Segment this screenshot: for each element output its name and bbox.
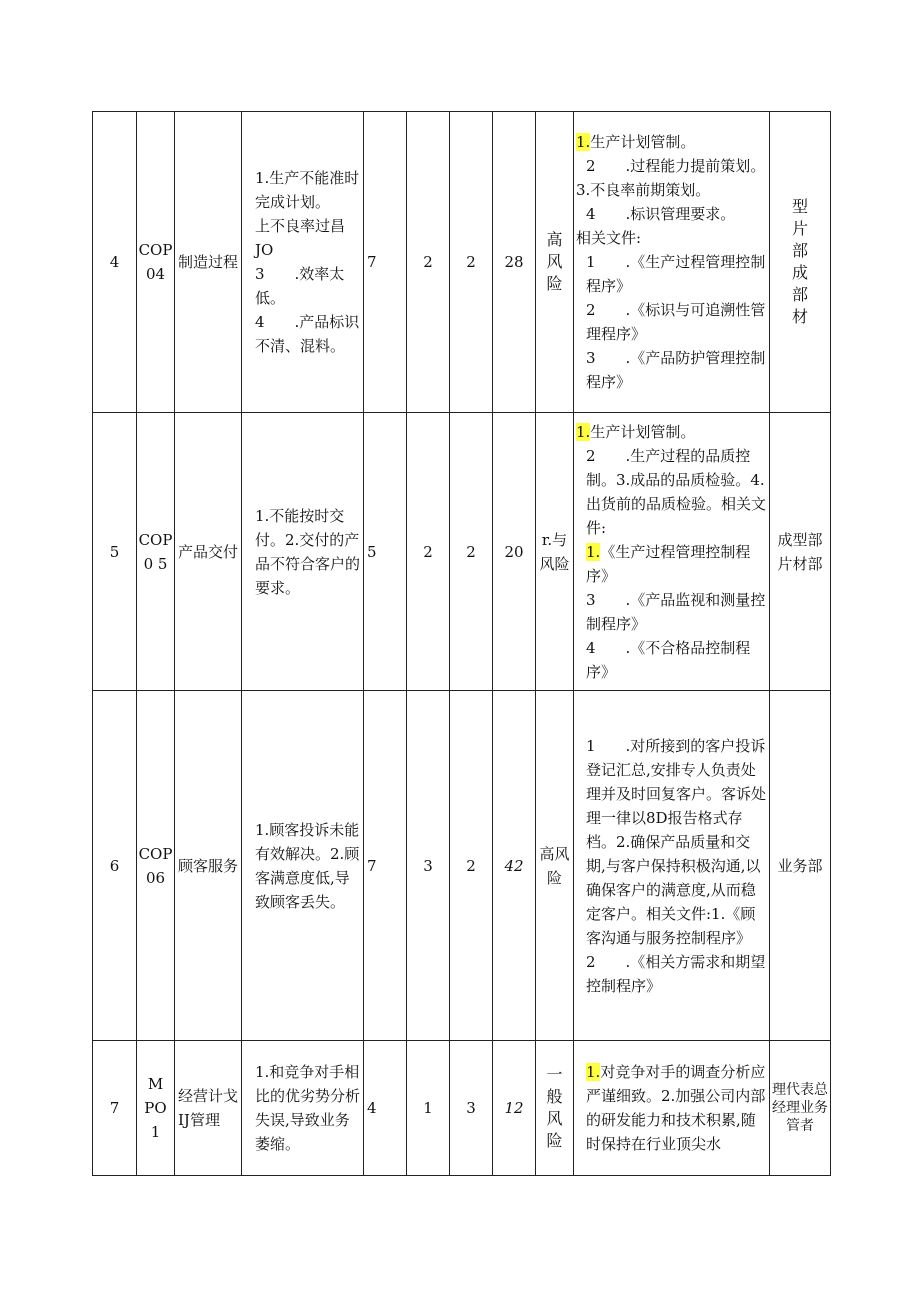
control-measures: 1.对竞争对手的调查分析应严谨细致。2.加强公司内部的研发能力和技术积累,随时保持在行业顶尖水 (574, 1041, 770, 1176)
process-code: COP 06 (137, 691, 175, 1041)
detection-score: 2 (450, 413, 493, 691)
risk-line: 上不良率过昌JO (255, 217, 346, 259)
process-name: 制造过程 (175, 112, 242, 413)
table-row (93, 691, 831, 1041)
risk-line: 1.不能按时交付。2.交付的产品不符合客户的要求。 (255, 506, 361, 597)
occurrence-score: 2 (407, 413, 450, 691)
table-row (93, 413, 831, 691)
occurrence-score: 2 (407, 112, 450, 413)
risk-line: 1.和竞争对手相比的优劣势分析失误,导致业务萎缩。 (255, 1063, 361, 1153)
severity-score: 4 (364, 1041, 407, 1176)
process-name: 产品交付 (175, 413, 242, 691)
risk-line: 4 .产品标识不清、混料。 (255, 313, 360, 355)
risk-description (242, 691, 364, 1041)
responsible-dept: 业务部 (770, 691, 831, 1041)
highlight-marker: 1. (576, 133, 591, 151)
highlight-marker: 1. (576, 422, 591, 441)
control-measures: 1.生产计划管制。 2 .过程能力提前策划。 3.不良率前期策划。 4 .标识管理要求。 相关文件: 1 .《生产过程管理控制程序》 2 .《标识与可追溯性管理程序》 3 .《产品防护管理控制程序》 (574, 112, 770, 413)
process-code: M PO 1 (137, 1041, 175, 1176)
control-measures: 1.生产计划管制。 2 .生产过程的品质控制。3.成品的品质检验。4.出货前的品质检验。相关文件: 1.《生产过程管理控制程序》 3 .《产品监视和测量控制程序》 4 .《不合格品控制程序》 (574, 413, 770, 691)
process-name: 顾客服务 (175, 691, 242, 1041)
row-number: 4 (93, 112, 137, 413)
rpn-value: 28 (493, 112, 536, 413)
highlight-marker: 1. (586, 542, 601, 561)
risk-table (92, 111, 831, 1176)
process-name: 经营计戈IJ管理 (175, 1041, 242, 1176)
row-number: 7 (93, 1041, 137, 1176)
risk-line: 1.生产不能准时完成计划。 (255, 169, 360, 211)
risk-level: 一般风险 (536, 1041, 574, 1176)
table-row (93, 112, 831, 413)
table-row (93, 1041, 831, 1176)
responsible-dept: 成型部片材部 (770, 413, 831, 691)
risk-line: 1.顾客投诉未能有效解决。2.顾客满意度低,导致顾客丢失。 (255, 820, 360, 911)
detection-score: 3 (450, 1041, 493, 1176)
risk-description (242, 413, 364, 691)
responsible-dept: 理代表总经理业务管者 (770, 1041, 831, 1176)
detection-score: 2 (450, 691, 493, 1041)
occurrence-score: 1 (407, 1041, 450, 1176)
risk-level: 高风险 (536, 112, 574, 413)
occurrence-score: 3 (407, 691, 450, 1041)
responsible-dept: 型片部成部材 (770, 112, 831, 413)
risk-level: r.与风险 (536, 413, 574, 691)
process-code: COP 0 5 (137, 413, 175, 691)
row-number: 5 (93, 413, 137, 691)
risk-level: 高风险 (536, 691, 574, 1041)
highlight-marker: 1. (586, 1063, 601, 1081)
rpn-value: 12 (493, 1041, 536, 1176)
rpn-value: 20 (493, 413, 536, 691)
risk-description (242, 112, 364, 413)
rpn-value: 42 (493, 691, 536, 1041)
severity-score: 7 (364, 691, 407, 1041)
risk-description (242, 1041, 364, 1176)
row-number: 6 (93, 691, 137, 1041)
risk-line: 3 .效率太低。 (255, 265, 345, 307)
detection-score: 2 (450, 112, 493, 413)
control-measures: 1 .对所接到的客户投诉登记汇总,安排专人负责处理并及时回复客户。客诉处理一律以8D报告格式存档。2.确保产品质量和交期,与客户保持积极沟通,以确保客户的满意度,从而稳定客户。相关文件:1.《顾客沟通与服务控制程序》 2 .《相关方需求和期望控制程序》 (574, 691, 770, 1041)
severity-score: 7 (364, 112, 407, 413)
severity-score: 5 (364, 413, 407, 691)
process-code: COP 04 (137, 112, 175, 413)
